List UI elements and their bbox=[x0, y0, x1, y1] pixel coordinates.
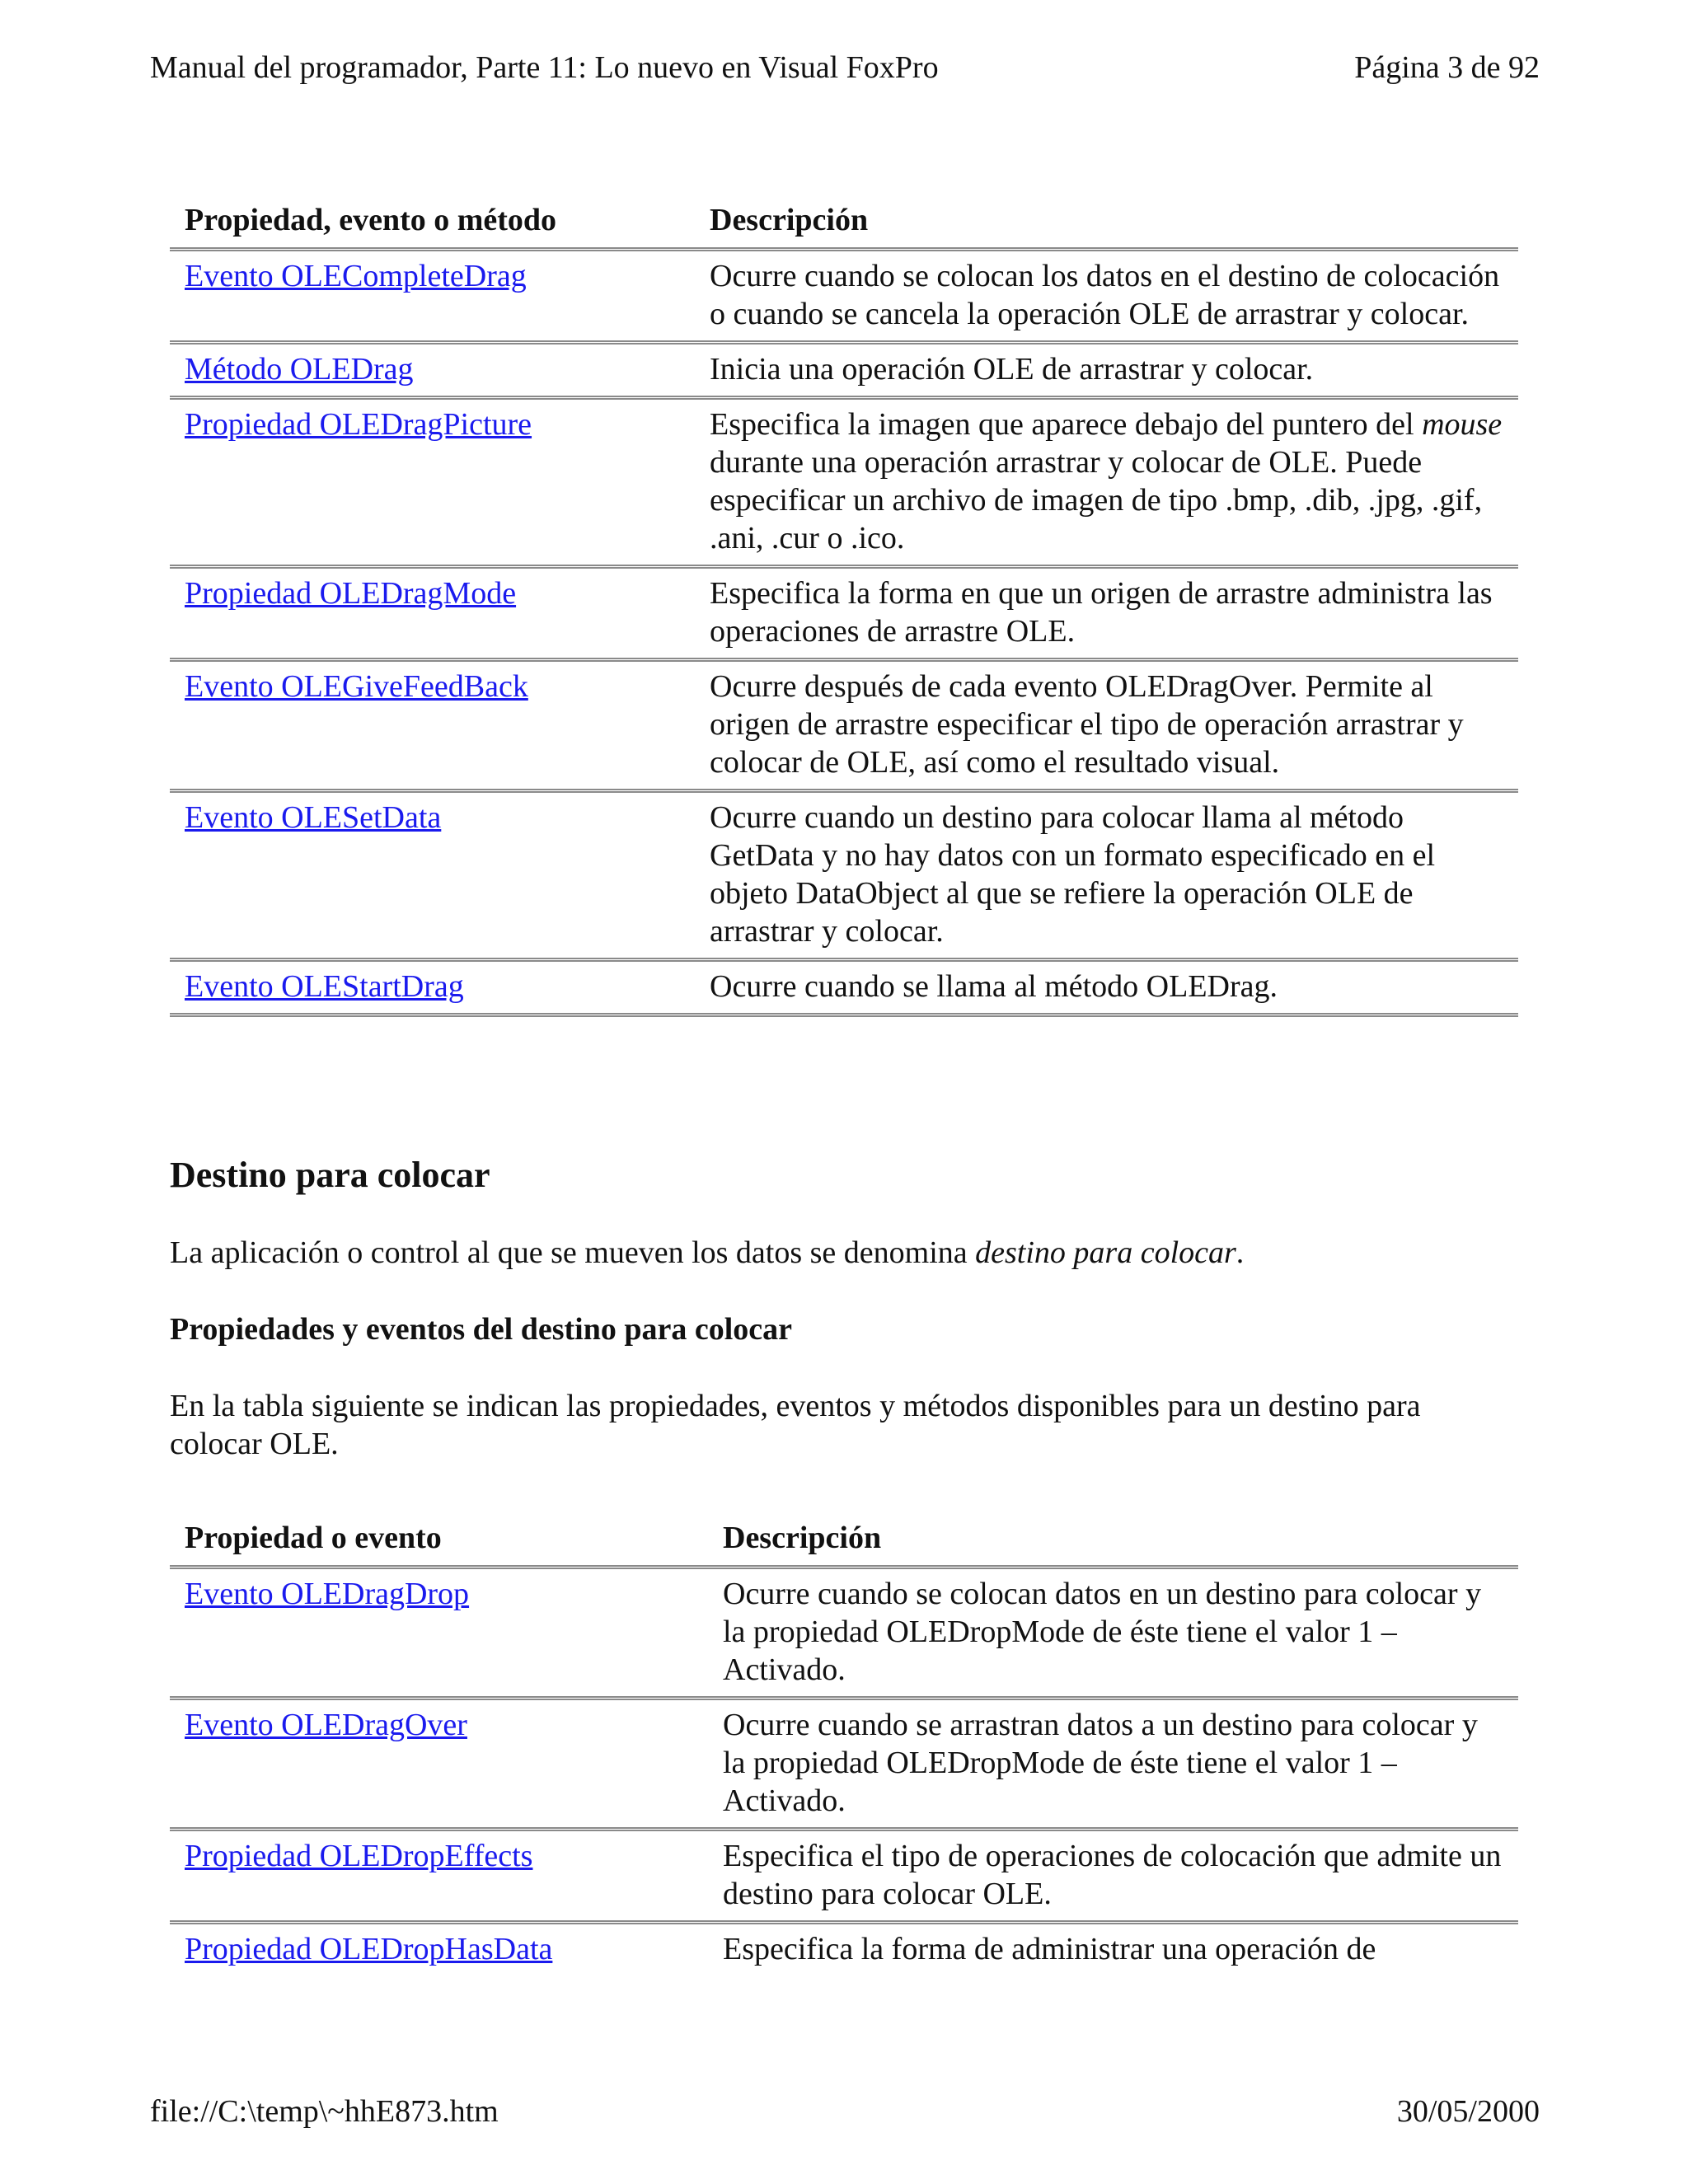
table-row bbox=[170, 791, 1518, 960]
link-oledragmode[interactable]: Propiedad OLEDragMode bbox=[185, 576, 517, 611]
table-row bbox=[170, 960, 1518, 1015]
row-description: Ocurre después de cada evento OLEDragOver. Permite al origen de arrastre especificar el tipo de operación arrastrar y colocar de OLE, así como el resultado visual. bbox=[695, 660, 1518, 791]
page-header bbox=[150, 49, 1540, 86]
source-properties-table bbox=[170, 201, 1518, 1017]
table-row bbox=[170, 1699, 1518, 1830]
row-description: Ocurre cuando un destino para colocar llama al método GetData y no hay datos con un formato especificado en el objeto DataObject al que se refiere la operación OLE de arrastrar y colocar. bbox=[695, 791, 1518, 960]
row-description: Especifica el tipo de operaciones de colocación que admite un destino para colocar OLE. bbox=[708, 1830, 1518, 1923]
row-description: Especifica la forma de administrar una operación de bbox=[723, 1932, 1376, 1966]
table-row bbox=[170, 1568, 1518, 1699]
row-description: Especifica la forma en que un origen de arrastre administra las operaciones de arrastre OLE. bbox=[695, 567, 1518, 660]
table-header-row bbox=[170, 1519, 1518, 1568]
file-path: file://C:\temp\~hhE873.htm bbox=[150, 2094, 499, 2129]
table-row bbox=[170, 250, 1518, 343]
row-description: Ocurre cuando se colocan datos en un destino para colocar y la propiedad OLEDropMode de éste tiene el valor 1 – Activado. bbox=[708, 1568, 1518, 1699]
table-row bbox=[170, 1830, 1518, 1923]
link-olecompletedrag[interactable]: Evento OLECompleteDrag bbox=[185, 259, 527, 293]
page-number: Página 3 de 92 bbox=[1354, 50, 1540, 85]
column-header-property: Propiedad o evento bbox=[170, 1519, 708, 1568]
section-title: Destino para colocar bbox=[170, 1155, 490, 1195]
link-oledrophasdata[interactable]: Propiedad OLEDropHasData bbox=[185, 1932, 553, 1966]
section-intro: La aplicación o control al que se mueven los datos se denomina destino para colocar. bbox=[170, 1235, 1245, 1270]
link-oledragover[interactable]: Evento OLEDragOver bbox=[185, 1708, 467, 1742]
link-oledragpicture[interactable]: Propiedad OLEDragPicture bbox=[185, 407, 532, 442]
row-description: Ocurre cuando se arrastran datos a un destino para colocar y la propiedad OLEDropMode de éste tiene el valor 1 – Activado. bbox=[708, 1699, 1518, 1830]
print-date: 30/05/2000 bbox=[1396, 2094, 1540, 2129]
subheading: Propiedades y eventos del destino para colocar bbox=[170, 1312, 793, 1347]
link-oledragdrop[interactable]: Evento OLEDragDrop bbox=[185, 1577, 470, 1611]
table-row bbox=[170, 343, 1518, 398]
table-header-row bbox=[170, 201, 1518, 250]
table-row bbox=[170, 398, 1518, 567]
table-intro: En la tabla siguiente se indican las propiedades, eventos y métodos disponibles para un destino para colocar OLE. bbox=[170, 1389, 1421, 1461]
link-oledrag[interactable]: Método OLEDrag bbox=[185, 352, 414, 387]
table-row bbox=[170, 1923, 1518, 1976]
row-description: Inicia una operación OLE de arrastrar y colocar. bbox=[695, 343, 1518, 398]
row-description: Ocurre cuando se llama al método OLEDrag. bbox=[695, 960, 1518, 1015]
document-title: Manual del programador, Parte 11: Lo nuevo en Visual FoxPro bbox=[150, 50, 939, 85]
column-header-description: Descripción bbox=[695, 201, 1518, 250]
link-olegivefeedback[interactable]: Evento OLEGiveFeedBack bbox=[185, 669, 528, 704]
page-footer bbox=[150, 2093, 1540, 2130]
link-olestartdrag[interactable]: Evento OLEStartDrag bbox=[185, 969, 464, 1004]
link-oledropeffects[interactable]: Propiedad OLEDropEffects bbox=[185, 1839, 533, 1873]
column-header-property: Propiedad, evento o método bbox=[170, 201, 695, 250]
target-properties-table bbox=[170, 1519, 1518, 1975]
table-row bbox=[170, 660, 1518, 791]
row-description: Ocurre cuando se colocan los datos en el destino de colocación o cuando se cancela la operación OLE de arrastrar y colocar. bbox=[695, 250, 1518, 343]
link-olesetdata[interactable]: Evento OLESetData bbox=[185, 800, 442, 835]
table-row bbox=[170, 567, 1518, 660]
row-description: Especifica la imagen que aparece debajo del puntero del mouse durante una operación arrastrar y colocar de OLE. Puede especificar un archivo de imagen de tipo .bmp, .dib, .jpg, .gif, .ani, .cur o .ico. bbox=[695, 398, 1518, 567]
column-header-description: Descripción bbox=[708, 1519, 1518, 1568]
